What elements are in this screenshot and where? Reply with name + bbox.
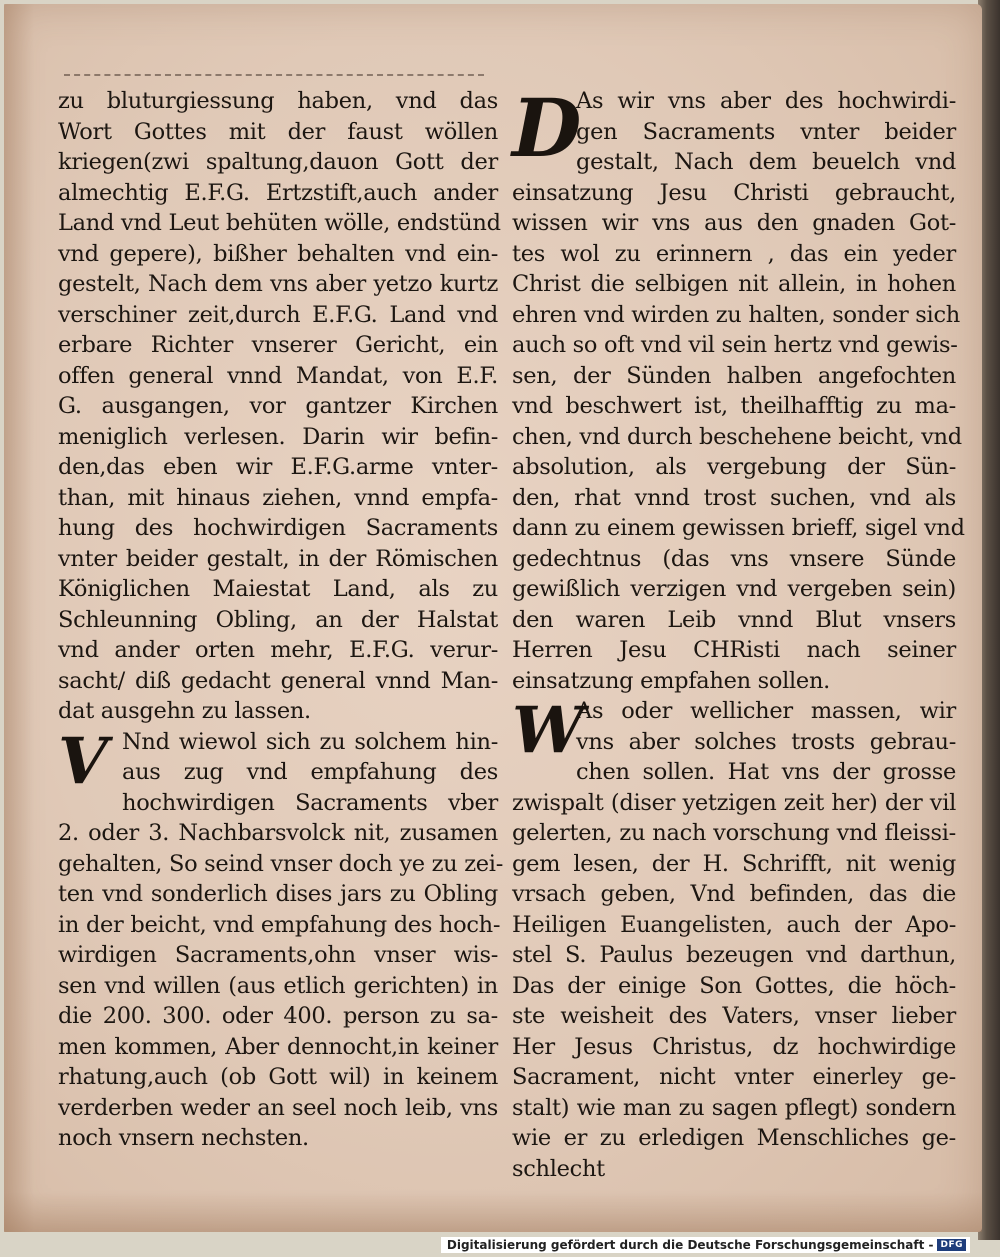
text-line: ten vnd sonderlich dises jars zu Obling [58,881,498,907]
text-line: aus zug vnd empfahung des [122,759,498,785]
text-line: stel S. Paulus bezeugen vnd darthun, [512,942,956,968]
text-line: Nnd wiewol sich zu solchem hin- [122,728,498,755]
text-line: chen sollen. Hat vns der grosse [576,759,956,785]
text-line: than, mit hinaus ziehen, vnnd empfa- [58,484,498,511]
text-line: in der beicht, vnd empfahung des hoch- [58,911,501,938]
text-line: chen, vnd durch beschehene beicht, vnd [512,423,962,450]
text-line: Christ die selbigen nit allein, in hohen [512,271,956,297]
text-line: dat ausgehn zu lassen. [58,698,311,724]
drop-cap: V [58,723,108,799]
text-line: den,das eben wir E.F.G.arme vnter- [58,454,498,480]
text-line: einsatzung Jesu Christi gebraucht, [512,179,956,206]
text-line: die 200. 300. oder 400. person zu sa- [58,1003,498,1029]
text-line: den, rhat vnnd trost suchen, vnd als [512,484,956,511]
text-line: gestelt, Nach dem vns aber yetzo kurtz [58,271,498,297]
text-line: offen general vnnd Mandat, von E.F. [58,362,498,389]
text-line: rhatung,auch (ob Gott wil) in keinem [58,1064,498,1090]
text-line: hochwirdigen Sacraments vber [122,789,498,816]
text-line: Das der einige Son Gottes, die höch- [512,972,956,999]
top-cut-line [64,74,484,82]
document-page [4,4,982,1232]
text-line: schlecht [512,1155,605,1182]
text-line: gelerten, zu nach vorschung vnd fleissi- [512,820,956,846]
text-line: dann zu einem gewissen brieff, sigel vnd [512,515,965,541]
text-line: As wir vns aber des hochwirdi- [576,88,956,114]
text-line: den waren Leib vnnd Blut vnsers [512,606,956,633]
right-column [512,81,965,1184]
text-line: As oder wellicher massen, wir [576,698,956,724]
text-line: verschiner zeit,durch E.F.G. Land vnd [58,301,498,328]
text-line: einsatzung empfahen sollen. [512,667,830,694]
text-line: ehren vnd wirden zu halten, sonder sich [512,301,960,328]
text-line: gem lesen, der H. Schrifft, nit wenig [512,850,956,877]
text-line: vnd beschwert ist, theilhafftig zu ma- [512,393,956,419]
text-line: absolution, als vergebung der Sün- [512,454,956,480]
text-line: Königlichen Maiestat Land, als zu [58,576,498,602]
text-line: meniglich verlesen. Darin wir befin- [58,423,498,450]
text-line: vnter beider gestalt, in der Römischen [58,545,498,572]
page-shadow-left [4,4,34,1232]
text-line: sen, der Sünden halben angefochten [512,362,956,389]
text-line: auch so oft vnd vil sein hertz vnd gewis- [512,332,958,358]
right-paragraph-1 [512,81,965,696]
text-line: vns aber solches trosts gebrau- [576,728,956,755]
text-line: vnd ander orten mehr, E.F.G. verur- [58,637,498,663]
text-line: vrsach geben, Vnd befinden, das die [512,881,956,907]
text-line: Sacrament, nicht vnter einerley ge- [512,1064,956,1090]
text-line: Herren Jesu CHRisti nach seiner [512,637,956,663]
drop-cap: D [512,81,582,175]
text-line: wissen wir vns aus den gnaden Got- [512,210,956,236]
text-line: zu bluturgiessung haben, vnd das [58,88,498,114]
text-line: vnd gepere), bißher behalten vnd ein- [58,240,498,267]
text-line: men kommen, Aber dennocht,in keiner [58,1033,498,1060]
text-line: verderben weder an seel noch leib, vns [58,1094,498,1121]
text-line: Land vnd Leut behüten wölle, endstünd [58,210,501,236]
funding-credit-text: Digitalisierung gefördert durch die Deutsche Forschungsgemeinschaft - [446,1238,934,1252]
text-line: G. ausgangen, vor gantzer Kirchen [58,393,498,419]
text-line: Her Jesus Christus, dz hochwirdige [512,1033,956,1060]
page-shadow-bottom [4,1192,982,1232]
text-line: kriegen(zwi spaltung,dauon Gott der [58,149,498,175]
text-line: gewißlich verzigen vnd vergeben sein) [512,576,956,602]
text-line: Heiligen Euangelisten, auch der Apo- [512,911,956,938]
text-line: sacht/ diß gedacht general vnnd Man- [58,667,498,694]
left-column [58,86,503,1154]
text-line: Wort Gottes mit der faust wöllen [58,118,498,145]
text-line: ste weisheit des Vaters, vnser lieber [512,1003,956,1029]
text-line: gen Sacraments vnter beider [576,118,956,145]
text-line: hung des hochwirdigen Sacraments [58,515,498,541]
text-line: gehalten, So seind vnser doch ye zu zei- [58,850,503,877]
text-line: erbare Richter vnserer Gericht, ein [58,332,498,358]
text-line: gedechtnus (das vns vnsere Sünde [512,545,956,572]
text-line: sen vnd willen (aus etlich gerichten) in [58,972,498,999]
text-line: almechtig E.F.G. Ertzstift,auch ander [58,179,498,206]
text-line: 2. oder 3. Nachbarsvolck nit, zusamen [58,820,498,846]
left-paragraph-1 [58,86,501,727]
right-paragraph-2 [512,693,956,1184]
text-line: gestalt, Nach dem beuelch vnd [576,149,956,175]
dfg-logo: DFG [937,1239,966,1251]
text-line: wie er zu erledigen Menschliches ge- [512,1125,956,1151]
funding-credit [441,1237,970,1253]
drop-cap: W [512,693,584,768]
text-line: zwispalt (diser yetzigen zeit her) der vil [512,789,956,816]
left-paragraph-2 [58,723,503,1154]
text-line: Schleunning Obling, an der Halstat [58,606,498,633]
text-line: stalt) wie man zu sagen pflegt) sondern [512,1094,956,1121]
text-line: noch vnsern nechsten. [58,1125,309,1151]
text-line: wirdigen Sacraments,ohn vnser wis- [58,942,498,968]
text-line: tes wol zu erinnern , das ein yeder [512,240,956,267]
